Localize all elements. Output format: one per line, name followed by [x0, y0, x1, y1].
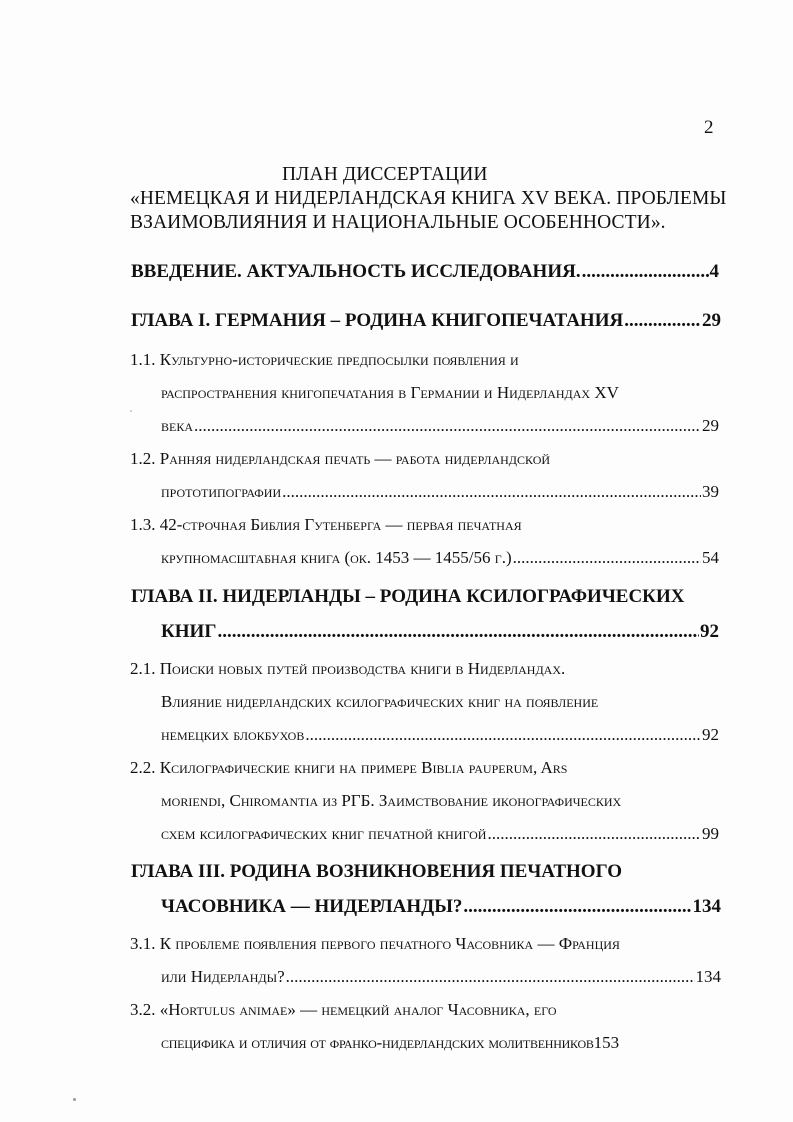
toc-chapter-2-page: 92: [700, 621, 719, 642]
toc-introduction-title: ВВЕДЕНИЕ. АКТУАЛЬНОСТЬ ИССЛЕДОВАНИЯ.: [131, 261, 581, 282]
toc-section-2-2-page: 99: [702, 824, 719, 843]
toc-chapter-1-page: 29: [702, 310, 721, 331]
toc-introduction-page: 4: [709, 261, 719, 282]
scan-speck: [130, 410, 132, 412]
scan-speck: [73, 1098, 76, 1101]
toc-chapter-1-title: ГЛАВА I. ГЕРМАНИЯ – РОДИНА КНИГОПЕЧАТАНИЯ: [131, 310, 624, 331]
toc-chapter-2-line-2[interactable]: [161, 620, 719, 644]
toc-section-2-2-line-1[interactable]: 2.2. Ксилографические книги на примере Biblia pauperum, Ars: [130, 758, 568, 777]
dot-leader: [286, 966, 695, 988]
toc-section-3-2-page: 153: [593, 1033, 620, 1052]
toc-section-2-2-title-end: схем ксилографических книг печатной книгой: [161, 824, 487, 843]
toc-chapter-3-title-end: ЧАСОВНИКА — НИДЕРЛАНДЫ?: [161, 896, 463, 917]
dot-leader: [217, 620, 699, 644]
dot-leader: [582, 260, 709, 284]
dot-leader: [513, 547, 701, 569]
dot-leader: [282, 481, 701, 503]
toc-section-1-1-line-3[interactable]: [161, 415, 719, 437]
toc-section-2-1-page: 92: [702, 725, 719, 744]
dot-leader: [194, 415, 701, 437]
toc-section-1-3-line-2[interactable]: [161, 547, 719, 569]
toc-section-1-2-title-end: прототипографии: [161, 482, 282, 501]
toc-section-2-1-line-1[interactable]: 2.1. Поиски новых путей производства книги в Нидерландах.: [130, 659, 566, 678]
toc-section-3-1-line-1[interactable]: 3.1. К проблеме появления первого печатного Часовника — Франция: [130, 934, 620, 953]
dot-leader: [305, 724, 701, 746]
toc-chapter-3-line-1[interactable]: ГЛАВА III. РОДИНА ВОЗНИКНОВЕНИЯ ПЕЧАТНОГО: [131, 861, 622, 882]
page-number: 2: [704, 117, 714, 138]
toc-section-1-1-line-2[interactable]: распространения книгопечатания в Германии и Нидерландах XV: [161, 383, 619, 402]
toc-section-3-1-page: 134: [695, 967, 721, 986]
toc-section-1-2-line-1[interactable]: 1.2. Ранняя нидерландская печать — работа нидерландской: [130, 449, 551, 468]
toc-section-2-1-title-end: немецких блокбухов: [161, 725, 305, 744]
toc-section-1-2-line-2[interactable]: [161, 481, 719, 503]
toc-introduction[interactable]: [131, 260, 719, 284]
toc-section-3-2-line-1[interactable]: 3.2. «Hortulus animae» — немецкий аналог Часовника, его: [130, 1000, 557, 1019]
toc-section-3-1-line-2[interactable]: [161, 966, 721, 988]
title-heading: ПЛАН ДИССЕРТАЦИИ: [282, 164, 488, 185]
toc-section-3-2-title-end: специфика и отличия от франко-нидерландских молитвенников: [161, 1033, 594, 1052]
toc-section-1-1-line-1[interactable]: 1.1. Культурно-исторические предпосылки появления и: [130, 350, 519, 369]
toc-chapter-2-title-end: КНИГ: [161, 621, 217, 642]
toc-section-1-1-page: 29: [702, 416, 719, 435]
dot-leader: [624, 309, 701, 333]
dot-leader: [487, 823, 701, 845]
toc-section-2-1-line-3[interactable]: [161, 724, 719, 746]
toc-section-2-2-line-3[interactable]: [161, 823, 719, 845]
toc-section-3-1-title-end: или Нидерланды?: [161, 967, 285, 986]
toc-chapter-2-line-1[interactable]: ГЛАВА II. НИДЕРЛАНДЫ – РОДИНА КСИЛОГРАФИЧЕСКИХ: [131, 586, 685, 607]
title-line-2: «НЕМЕЦКАЯ И НИДЕРЛАНДСКАЯ КНИГА XV ВЕКА. ПРОБЛЕМЫ: [130, 188, 727, 209]
title-line-3: ВЗАИМОВЛИЯНИЯ И НАЦИОНАЛЬНЫЕ ОСОБЕННОСТИ».: [130, 212, 666, 233]
toc-chapter-1[interactable]: [131, 309, 721, 333]
toc-section-2-1-line-2[interactable]: Влияние нидерландских ксилографических книг на появление: [161, 692, 599, 711]
dot-leader: [463, 895, 691, 919]
toc-section-2-2-line-2[interactable]: moriendi, Chiromantia из РГБ. Заимствование иконографических: [161, 791, 622, 810]
toc-section-1-3-page: 54: [702, 548, 719, 567]
toc-chapter-3-line-2[interactable]: [161, 895, 721, 919]
toc-chapter-3-page: 134: [692, 896, 721, 917]
toc-section-1-1-title-end: века: [161, 416, 194, 435]
toc-section-1-3-title-end: крупномасштабная книга (ок. 1453 — 1455/56 г.): [161, 548, 512, 567]
toc-section-1-3-line-1[interactable]: 1.3. 42-строчная Библия Гутенберга — первая печатная: [130, 515, 522, 534]
toc-section-1-2-page: 39: [702, 482, 719, 501]
toc-section-3-2-line-2[interactable]: [161, 1032, 741, 1054]
